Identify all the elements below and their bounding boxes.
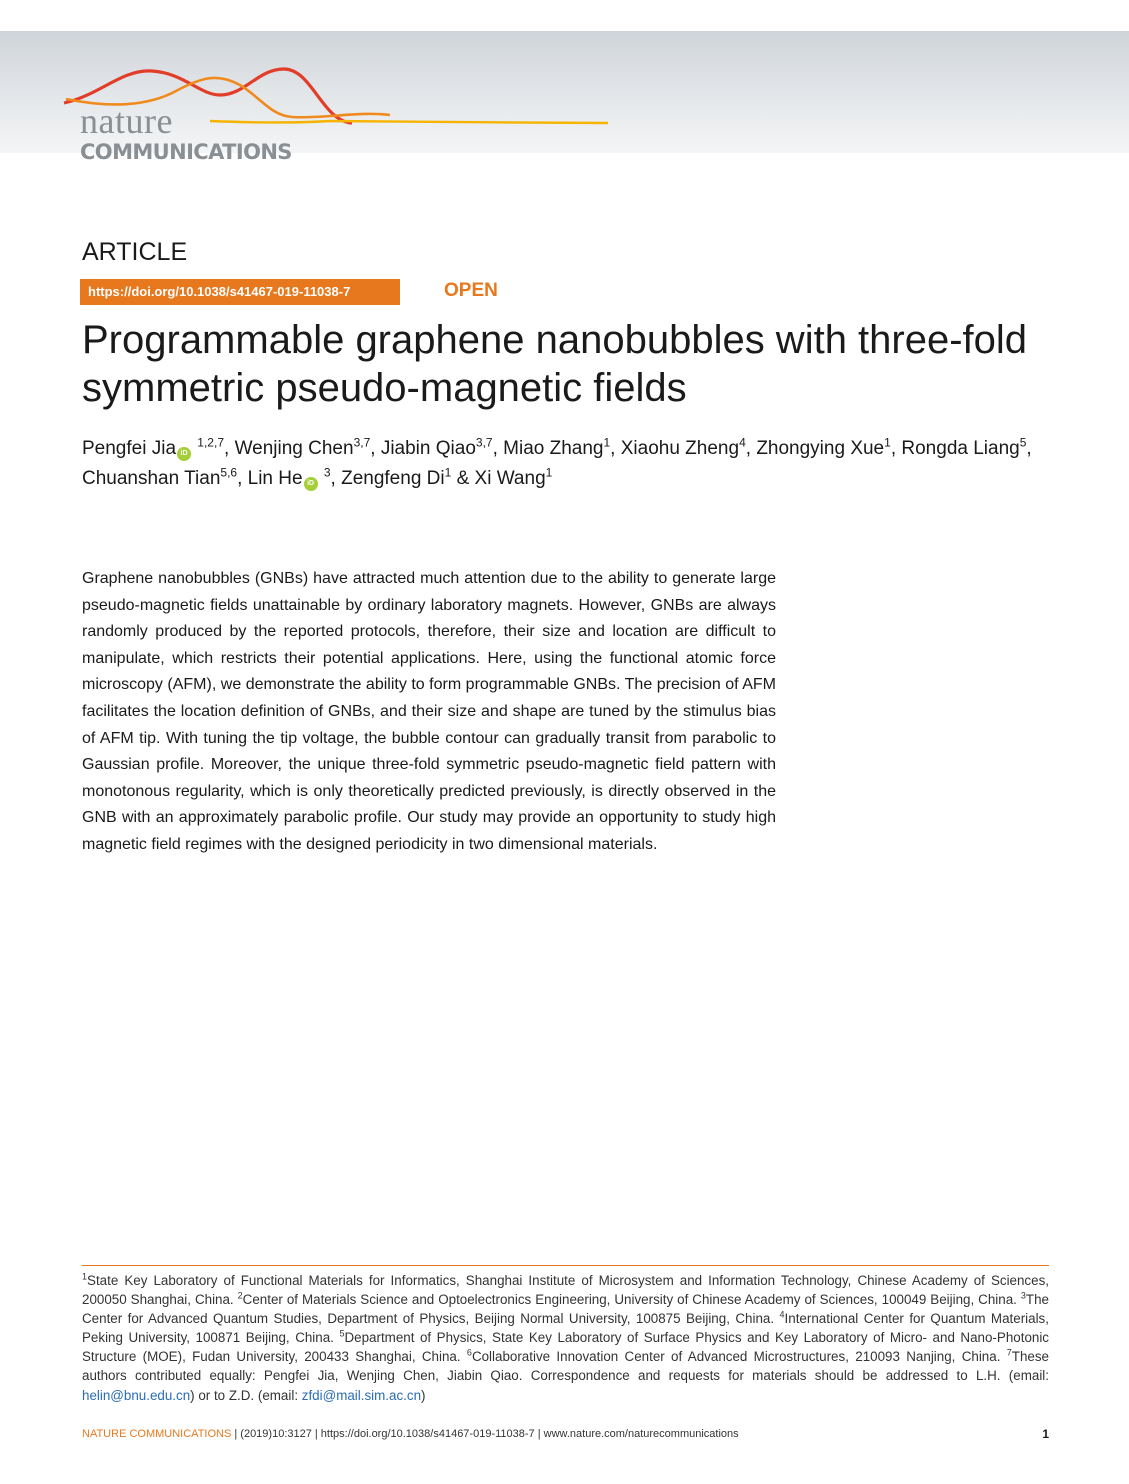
affiliation-text: The Center for Advanced Quantum Studies, Department of Physics, Beijing Normal University, 100875 Beijing, China. [82, 1292, 1049, 1327]
affiliation-number: 3 [1020, 1290, 1026, 1301]
author-name[interactable]: Rongda Liang [901, 438, 1020, 459]
author-list [82, 434, 1042, 494]
author-affiliation-sup: 1 [444, 465, 452, 480]
article-title: Programmable graphene nanobubbles with three-fold symmetric pseudo-magnetic fields [82, 318, 1028, 410]
open-access-label: OPEN [444, 280, 498, 301]
logo-communications-text: COMMUNICATIONS [80, 140, 292, 164]
author-name[interactable]: Zhongying Xue [756, 438, 885, 459]
affiliations-block [82, 1271, 1049, 1405]
author-affiliation-sup: 3,7 [475, 435, 493, 450]
author-affiliation-sup: 3,7 [353, 435, 371, 450]
author-affiliation-sup: 4 [739, 435, 746, 450]
affiliation-text: International Center for Quantum Materials, Peking University, 100871 Beijing, China. [82, 1311, 1049, 1346]
affiliation-number: 6 [466, 1347, 472, 1358]
footer-journal-name: NATURE COMMUNICATIONS [82, 1428, 232, 1440]
author-separator: , [370, 438, 381, 459]
email-link-he[interactable]: helin@bnu.edu.cn [82, 1387, 191, 1403]
affiliation-text: These authors contributed equally: Pengfei Jia, Wenjing Chen, Jiabin Qiao. Correspondence and requests for materials should be addressed to L.H. (email: [82, 1349, 1049, 1384]
doi-link[interactable]: https://doi.org/10.1038/s41467-019-11038-7 [80, 279, 400, 305]
author-name[interactable]: Wenjing Chen [234, 438, 354, 459]
author-affiliation-sup: 1 [603, 435, 611, 450]
author-separator: , [237, 468, 248, 489]
affiliations-divider [82, 1265, 1049, 1266]
affiliation-number: 5 [339, 1328, 345, 1339]
affiliation-text: Center of Materials Science and Optoelectronics Engineering, University of Chinese Academy of Sciences, 100049 Beijing, China. [242, 1292, 1017, 1308]
author-name[interactable]: Chuanshan Tian [82, 468, 221, 489]
author-separator: , [492, 438, 504, 459]
author-affiliation-sup: 3 [323, 465, 331, 480]
author-name[interactable]: Jiabin Qiao [380, 438, 476, 459]
author-separator: , [610, 438, 621, 459]
footer-citation: | (2019)10:3127 | https://doi.org/10.1038/s41467-019-11038-7 | www.nature.com/naturecommunications [231, 1428, 739, 1440]
abstract-text: Graphene nanobubbles (GNBs) have attracted much attention due to the ability to generate large pseudo-magnetic fields unattainable by ordinary laboratory magnets. However, GNBs are always randomly produced by the reported protocols, therefore, their size and location are difficult to manipulate, which restricts their potential applications. Here, using the functional atomic force microscopy (AFM), we demonstrate the ability to form programmable GNBs. The precision of AFM facilitates the location definition of GNBs, and their size and shape are tuned by the stimulus bias of AFM tip. With tuning the tip voltage, the bubble contour can gradually transit from parabolic to Gaussian profile. Moreover, the unique three-fold symmetric pseudo-magnetic field pattern with monotonous regularity, which is only theoretically predicted previously, is directly observed in the GNB with an approximately parabolic profile. Our study may provide an opportunity to study high magnetic field regimes with the designed periodicity in two dimensional materials. [82, 570, 776, 853]
affiliation-number: 1 [82, 1271, 88, 1282]
orcid-icon[interactable]: iD [177, 447, 191, 461]
author-affiliation-sup: 5,6 [220, 465, 238, 480]
affiliation-text: State Key Laboratory of Functional Materials for Informatics, Shanghai Institute of Microsystem and Information Technology, Chinese Academy of Sciences, 200050 Shanghai, China. [82, 1273, 1049, 1308]
author-name[interactable]: Miao Zhang [503, 438, 604, 459]
page-number: 1 [1042, 1427, 1049, 1441]
author-separator: , [890, 438, 902, 459]
author-separator: , [745, 438, 757, 459]
author-name[interactable]: Xi Wang [474, 468, 546, 489]
author-separator: , [224, 438, 235, 459]
affiliation-text: Department of Physics, State Key Laboratory of Surface Physics and Key Laboratory of Micro- and Nano-Photonic Structure (MOE), Fudan University, 200433 Shanghai, China. [82, 1330, 1050, 1365]
author-separator: , [1026, 438, 1032, 459]
email-link-di[interactable]: zfdi@mail.sim.ac.cn [301, 1387, 422, 1403]
author-name[interactable]: Xiaohu Zheng [620, 438, 740, 459]
author-name[interactable]: Pengfei Jia [82, 438, 177, 459]
author-name[interactable]: Zengfeng Di [341, 468, 445, 489]
affiliation-number: 7 [1006, 1347, 1012, 1358]
journal-header-banner [0, 31, 1129, 164]
author-affiliation-sup: 1,2,7 [197, 435, 224, 450]
author-affiliation-sup: 1 [884, 435, 891, 450]
affiliation-text: ) [421, 1387, 426, 1403]
logo-nature-text: nature [80, 101, 173, 141]
affiliation-text: Collaborative Innovation Center of Advanced Microstructures, 210093 Nanjing, China. [471, 1349, 1001, 1365]
affiliation-number: 2 [237, 1290, 243, 1301]
affiliation-text: ) or to Z.D. (email: [190, 1387, 302, 1403]
author-name[interactable]: Lin He [247, 468, 303, 489]
page-footer [82, 1427, 1049, 1441]
author-separator: , [330, 468, 342, 489]
logo-wave-yellow [210, 121, 608, 123]
author-separator: & [451, 468, 475, 489]
author-affiliation-sup: 1 [545, 465, 553, 480]
affiliation-number: 4 [779, 1309, 785, 1320]
author-affiliation-sup: 5 [1019, 435, 1027, 450]
orcid-icon[interactable]: iD [304, 477, 318, 491]
article-type-label: ARTICLE [82, 238, 188, 266]
